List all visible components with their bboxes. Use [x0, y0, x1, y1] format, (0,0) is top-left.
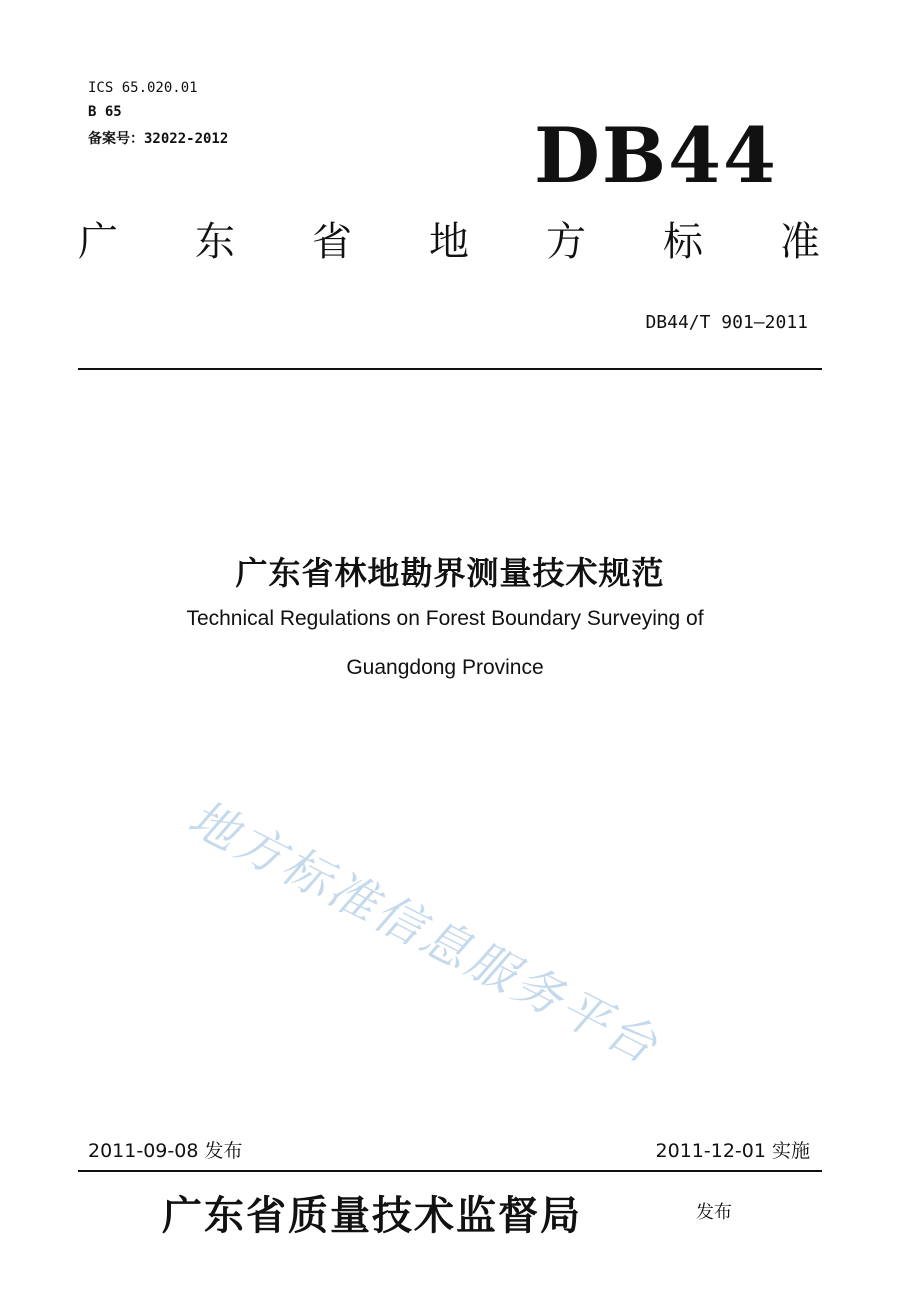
standard-type-heading: [78, 219, 820, 265]
implementation-date: 2011-12-01 实施: [655, 1140, 810, 1162]
standard-type-char: 方: [546, 219, 586, 265]
watermark: 地方标准信息服务平台: [179, 789, 669, 1076]
english-title-line-1: Technical Regulations on Forest Boundary Surveying of: [186, 607, 704, 630]
issue-date: 2011-09-08 发布: [88, 1140, 243, 1162]
standard-type-char: 广: [78, 219, 118, 265]
record-number: 备案号：32022-2012: [88, 131, 229, 147]
standard-type-char: 准: [780, 219, 820, 265]
standard-type-char: 省: [312, 219, 352, 265]
english-title-line-2: Guangdong Province: [346, 656, 544, 679]
chinese-title: 广东省林地勘界测量技术规范: [235, 554, 665, 592]
standard-type-char: 标: [663, 219, 703, 265]
ics-code: ICS 65.020.01: [88, 80, 198, 96]
issuer-suffix: 发布: [696, 1202, 732, 1223]
header-divider: [78, 368, 822, 370]
issuing-authority: 广东省质量技术监督局: [162, 1192, 582, 1239]
db44-logo: DB44: [534, 111, 778, 200]
footer-divider: [78, 1170, 822, 1172]
standard-number: DB44/T 901—2011: [645, 312, 808, 333]
ccs-code: B 65: [88, 104, 122, 120]
standard-type-char: 东: [195, 219, 235, 265]
standard-type-char: 地: [429, 219, 469, 265]
